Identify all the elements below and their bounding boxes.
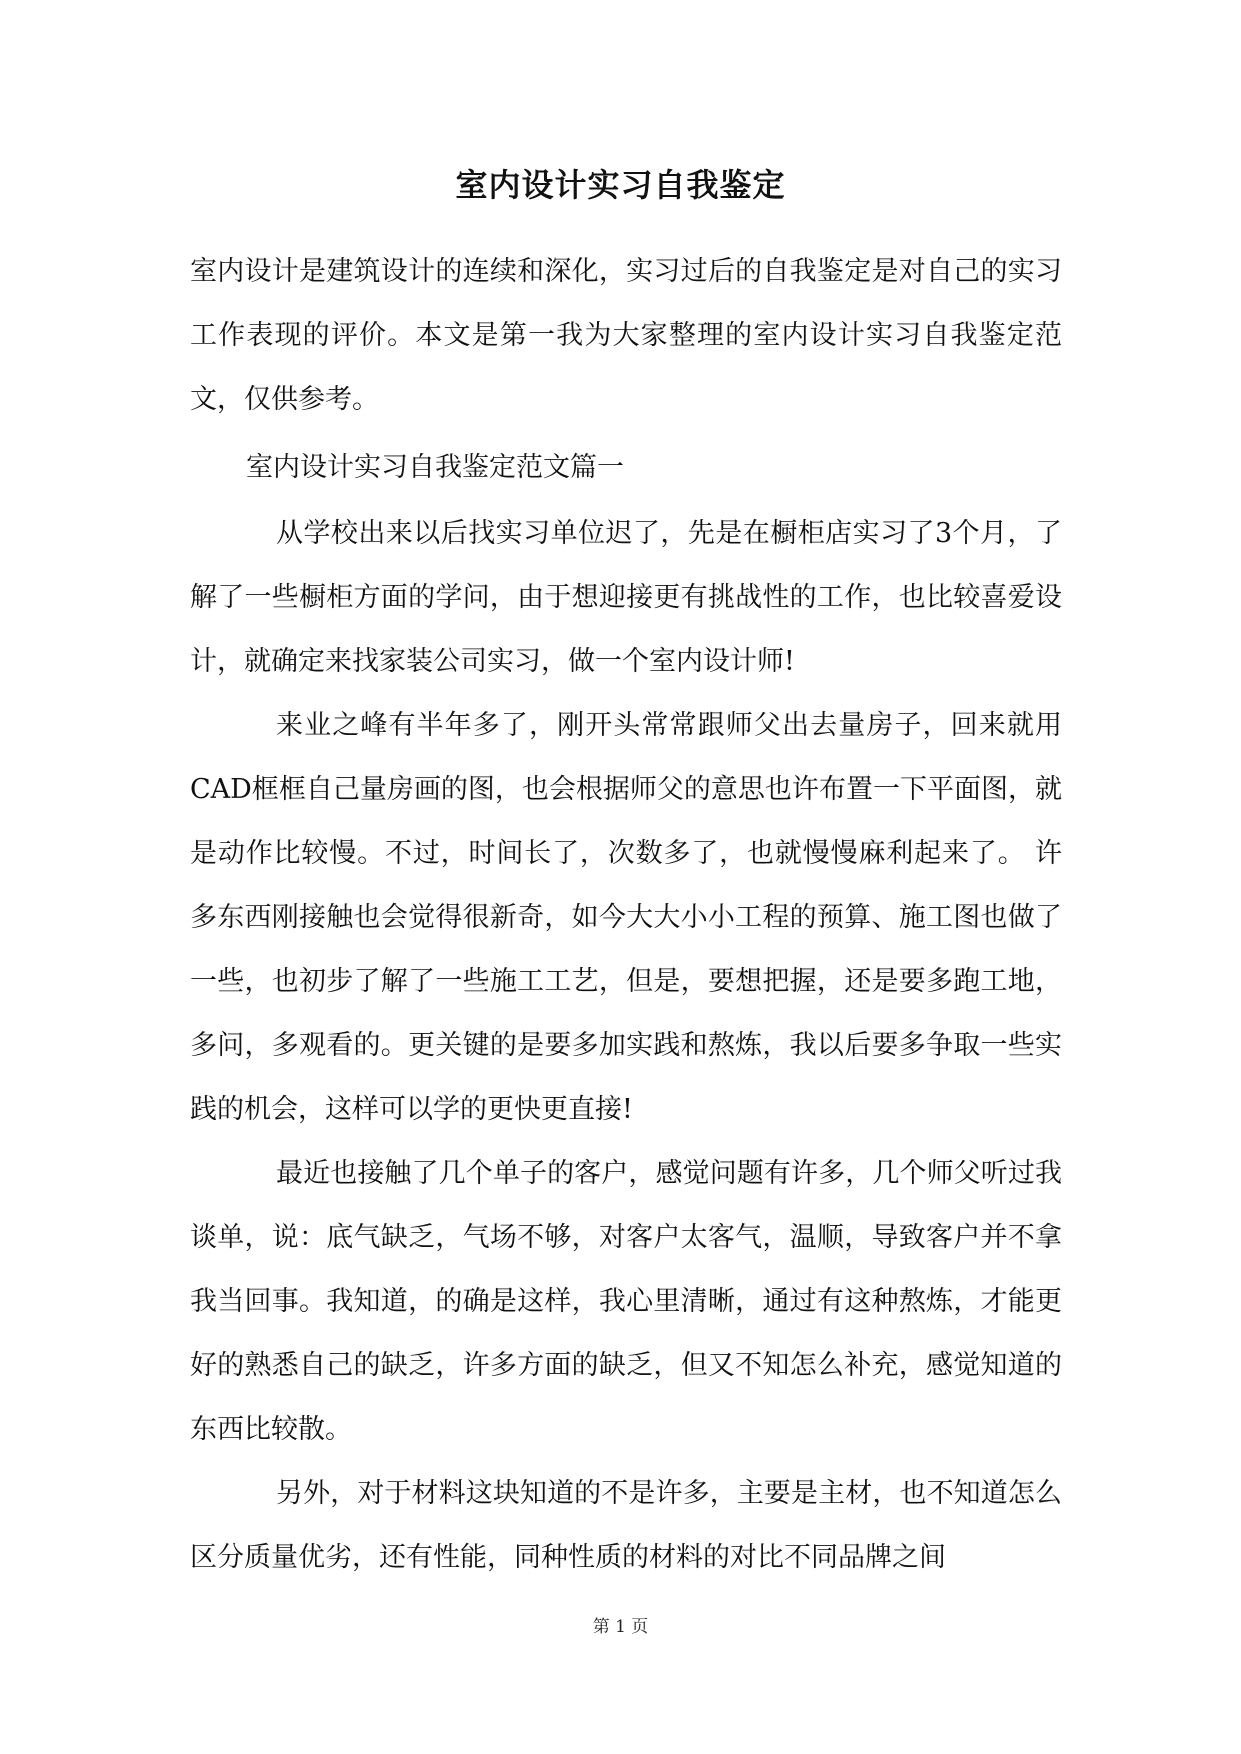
body-paragraph-3: 最近也接触了几个单子的客户，感觉问题有许多，几个师父听过我谈单，说：底气缺乏，气场不够，对客户太客气，温顺，导致客户并不拿我当回事。我知道，的确是这样，我心里清晰，通过有这种熬炼，才能更好的熟悉自己的缺乏，许多方面的缺乏，但又不知怎么补充，感觉知道的东西比较散。 [190, 1158, 1062, 1445]
intro-paragraph: 室内设计是建筑设计的连续和深化，实习过后的自我鉴定是对自己的实习工作表现的评价。本文是第一我为大家整理的室内设计实习自我鉴定范文，仅供参考。 [190, 256, 1062, 415]
document-body [190, 240, 1062, 1590]
body-paragraph-1: 从学校出来以后找实习单位迟了，先是在橱柜店实习了3个月，了解了一些橱柜方面的学问，由于想迎接更有挑战性的工作，也比较喜爱设计，就确定来找家装公司实习，做一个室内设计师! [190, 518, 1062, 677]
page-number: 第 1 页 [592, 1617, 649, 1637]
document-title: 室内设计实习自我鉴定 [455, 166, 786, 204]
body-paragraph-2: 来业之峰有半年多了，刚开头常常跟师父出去量房子，回来就用CAD框框自己量房画的图，也会根据师父的意思也许布置一下平面图，就是动作比较慢。不过，时间长了，次数多了，也就慢慢麻利起来了。 许多东西刚接触也会觉得很新奇，如今大大小小工程的预算、施工图也做了一些，也初步了解了一些施工工艺，但是，要想把握，还是要多跑工地，多问，多观看的。更关键的是要多加实践和熬炼，我以后要多争取一些实践的机会，这样可以学的更快更直接! [190, 710, 1062, 1125]
body-paragraph-4: 另外，对于材料这块知道的不是许多，主要是主材，也不知道怎么区分质量优劣，还有性能，同种性质的材料的对比不同品牌之间 [190, 1478, 1062, 1573]
section-subheading: 室内设计实习自我鉴定范文篇一 [246, 452, 624, 483]
